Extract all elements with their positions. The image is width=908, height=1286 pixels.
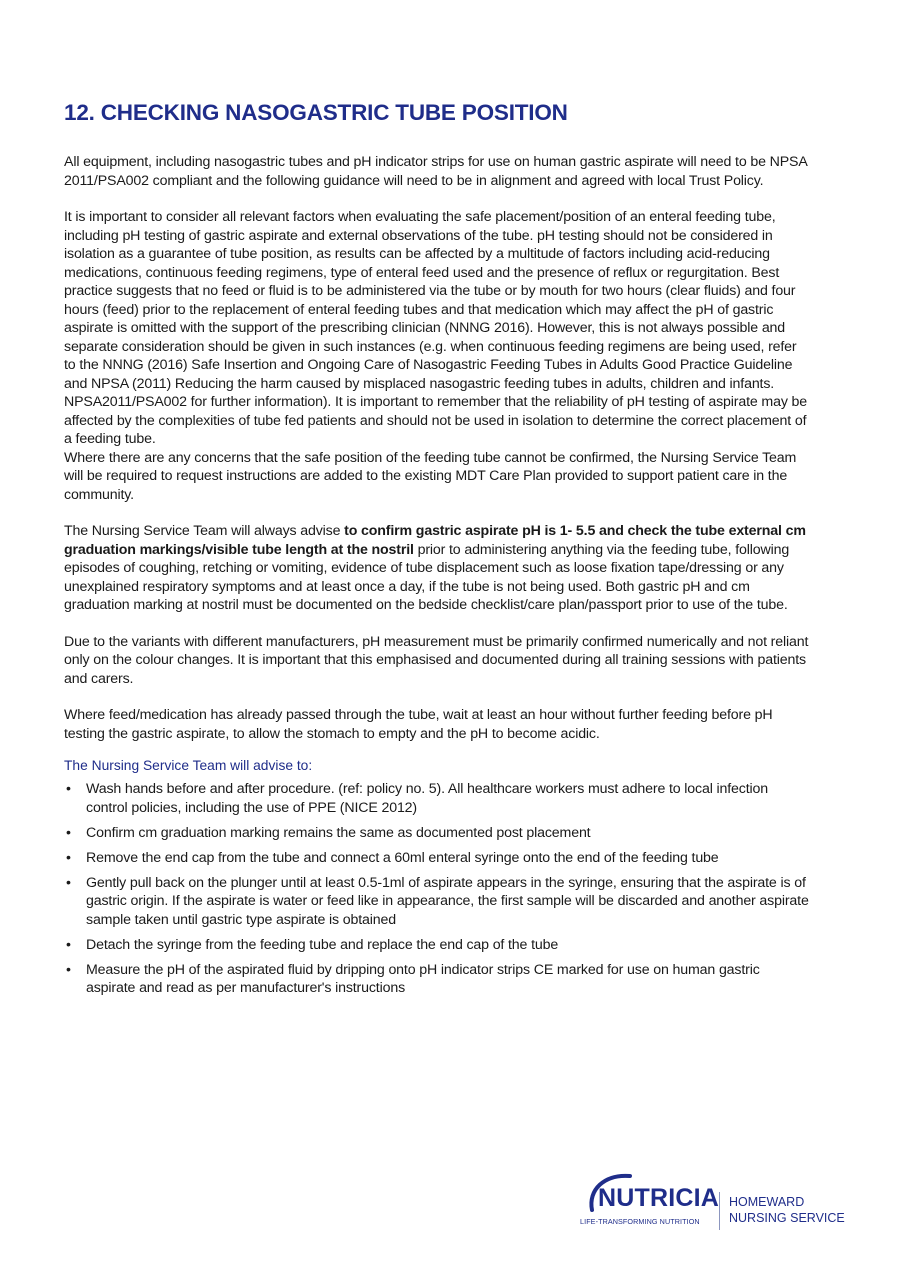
list-item-text: Remove the end cap from the tube and connect a 60ml enteral syringe onto the end of the feeding tube [86, 849, 719, 866]
bullet-icon: • [66, 824, 71, 841]
list-item-text: Gently pull back on the plunger until at least 0.5-1ml of aspirate appears in the syringe, ensuring that the aspirate is of gastric origin. If the aspirate is water or feed like in appearance, the first sample will be discarded and another aspirate sample taken until gastric type aspirate is obtained [86, 874, 809, 928]
list-item [64, 961, 810, 998]
paragraph-ph-measurement: Due to the variants with different manufacturers, pH measurement must be primarily confirmed numerically and not reliant only on the colour changes. It is important that this emphasised and documented during all training sessions with patients and carers. [64, 633, 809, 687]
logo-tagline: LIFE-TRANSFORMING NUTRITION [580, 1217, 700, 1226]
bullet-icon: • [66, 781, 71, 797]
bullet-icon: • [66, 936, 71, 953]
advise-text-bold: to confirm gastric aspirate pH is 1- 5.5 and check the tube external cm graduation markings/visible tube length at the nostril [64, 523, 806, 558]
paragraph-compliance: All equipment, including nasogastric tubes and pH indicator strips for use on human gastric aspirate will need to be NPSA 2011/PSA002 compliant and the following guidance will need to be in alignment and agreed with local Trust Policy. [64, 154, 807, 189]
nutricia-logo [578, 1170, 848, 1232]
paragraph-relevant-factors: It is important to consider all relevant factors when evaluating the safe placement/position of an enteral feeding tube, including pH testing of gastric aspirate and external observations of the tube. pH testing should not be considered in isolation as a guarantee of tube position, as results can be affected by a multitude of factors including acid-reducing medications, continuous feeding regimens, type of enteral feed used and the presence of reflux or regurgitation. Best practice suggests that no feed or fluid is to be administered via the tube or by mouth for two hours (clear fluids) and four hours (feed) prior to the replacement of enteral feeding tubes and that medication which may affect the pH of gastric aspirate is omitted with the support of the prescribing clinician (NNNG 2016). However, this is not always possible and separate consideration should be given in such instances (e.g. when continuous feeding regimens are being used, refer to the NNNG (2016) Safe Insertion and Ongoing Care of Nasogastric Feeding Tubes in Adults Good Practice Guideline and NPSA (2011) Reducing the harm caused by misplaced nasogastric feeding tubes in adults, children and infants. NPSA2011/PSA002 for further information). It is important to remember that the reliability of pH testing of aspirate may be affected by the complexities of tube fed patients and should not be used in isolation to determine the correct placement of a feeding tube. [64, 209, 808, 447]
list-item [64, 780, 810, 817]
list-item [64, 874, 810, 930]
paragraph-always-advise [64, 522, 810, 615]
service-line-2: NURSING SERVICE [729, 1211, 845, 1225]
list-item-text: Wash hands before and after procedure. (ref: policy no. 5). All healthcare workers must adhere to local infection control policies, including the use of PPE (NICE 2012) [86, 781, 769, 816]
bullet-icon: • [66, 874, 71, 891]
advise-subheading: The Nursing Service Team will advise to: [64, 758, 313, 773]
logo-mark [578, 1170, 723, 1232]
section-heading: 12. CHECKING NASOGASTRIC TUBE POSITION [64, 100, 568, 125]
paragraph-concerns: Where there are any concerns that the safe position of the feeding tube cannot be confirmed, the Nursing Service Team will be required to request instructions are added to the existing MDT Care Plan provided to support patient care in the community. [64, 449, 797, 503]
list-item-text: Confirm cm graduation marking remains the same as documented post placement [86, 824, 591, 841]
advise-text-start: The Nursing Service Team will always advise [64, 523, 345, 539]
list-item [64, 936, 810, 955]
list-item [64, 824, 810, 843]
advise-text-end: prior to administering anything via the feeding tube, following episodes of coughing, retching or vomiting, evidence of tube displacement such as loose fixation tape/dressing or any unexplained respiratory symptoms and at least once a day, if the tube is not being used. Both gastric pH and cm graduation marking at nostril must be documented on the bedside checklist/care plan/passport prior to use of the tube. [64, 541, 790, 613]
advise-list [64, 780, 810, 998]
list-item [64, 849, 810, 868]
bullet-icon: • [66, 849, 71, 866]
section-content [64, 153, 810, 1004]
logo-service-name [729, 1194, 845, 1226]
bullet-icon: • [66, 961, 71, 978]
service-line-1: HOMEWARD [729, 1195, 805, 1209]
logo-name: NUTRICIA [598, 1184, 720, 1212]
logo-divider [719, 1192, 720, 1230]
list-item-text: Detach the syringe from the feeding tube and replace the end cap of the tube [86, 936, 559, 953]
list-item-text: Measure the pH of the aspirated fluid by dripping onto pH indicator strips CE marked for use on human gastric aspirate and read as per manufacturer's instructions [86, 961, 760, 996]
paragraph-wait-time: Where feed/medication has already passed through the tube, wait at least an hour without further feeding before pH testing the gastric aspirate, to allow the stomach to empty and the pH to become acidic. [64, 707, 773, 742]
